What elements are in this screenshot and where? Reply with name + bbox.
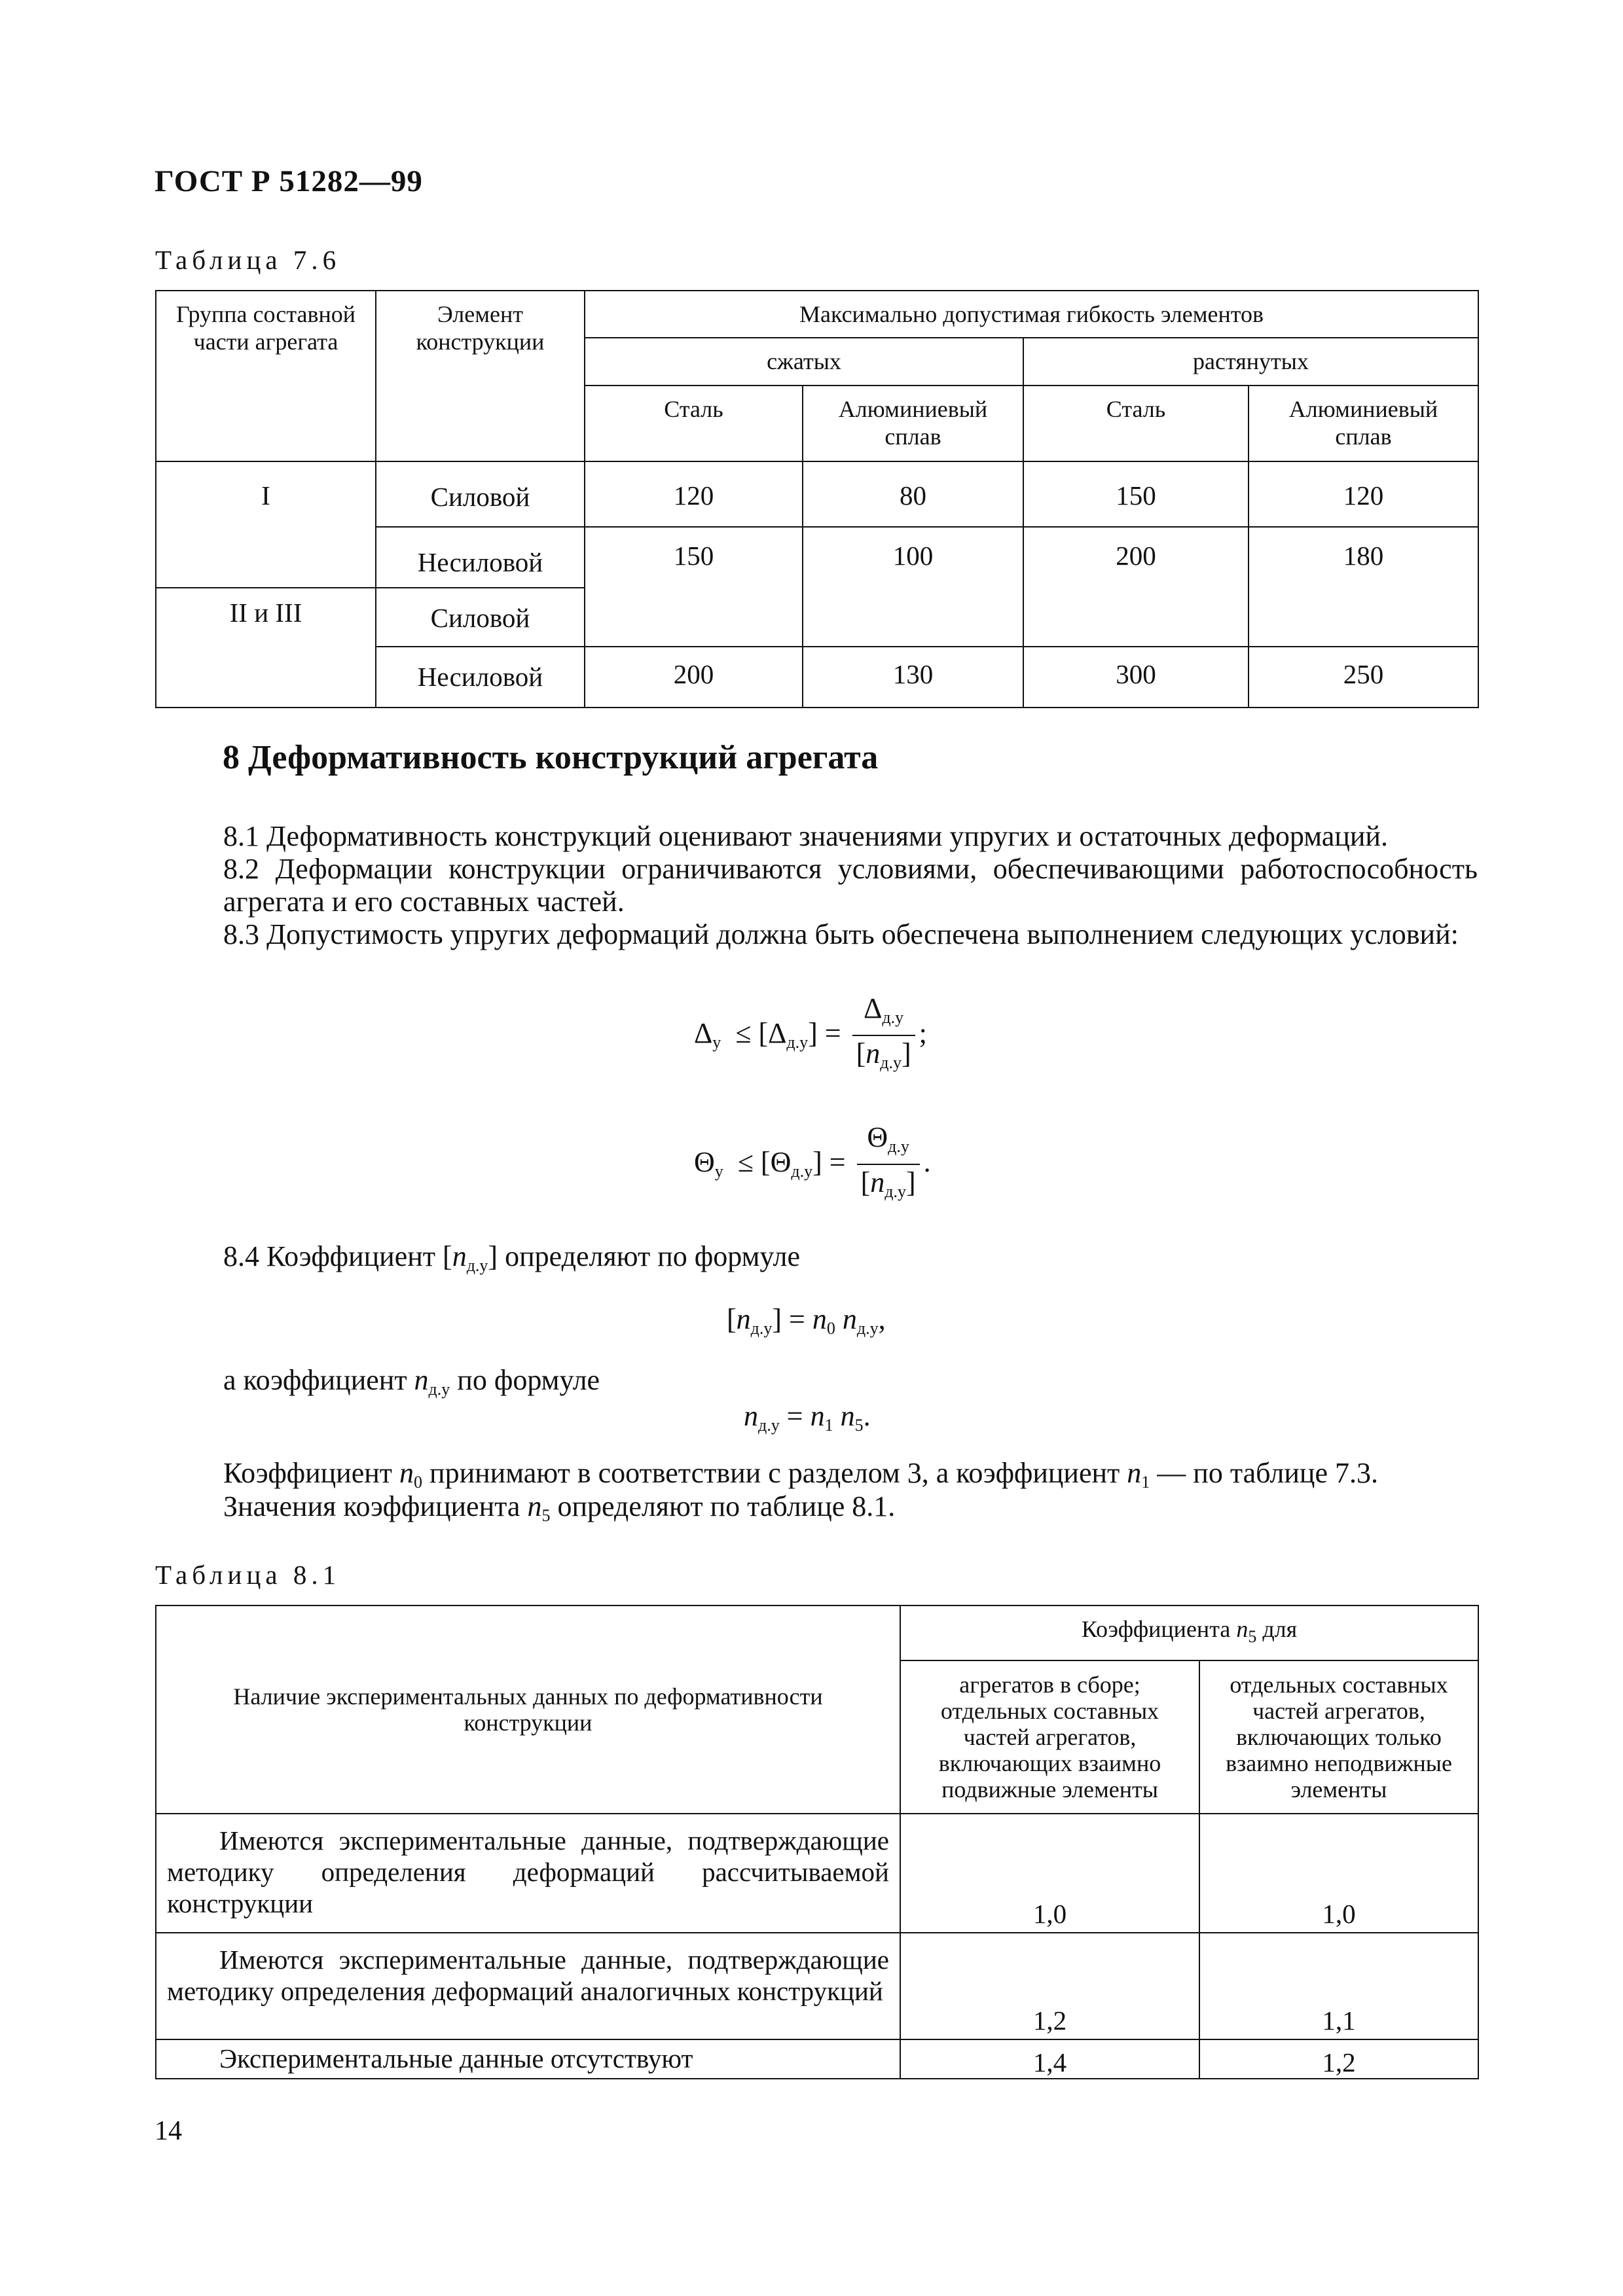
table-7-6	[155, 290, 1479, 708]
paragraph-8-3	[155, 918, 1478, 951]
header-group: Группа составной части агрегата	[156, 291, 376, 461]
formula-coef-n1n5: $n_{д.у} = n_1$ $n_5$.	[744, 1400, 871, 1435]
value-cell: 100	[803, 527, 1023, 647]
header-alloy-compressed: Алюминиевый сплав	[803, 386, 1023, 461]
value-cell: 1,2	[900, 1933, 1199, 2039]
paragraph-8-4-tail: ] определяют по формуле	[488, 1240, 800, 1272]
value-cell: 200	[1023, 527, 1249, 647]
header-coefficient-tail: для	[1262, 1616, 1298, 1642]
value-cell: 1,2	[1199, 2039, 1478, 2079]
n5-text-b: определяют по таблице 8.1.	[557, 1490, 896, 1522]
paragraph-8-4-text: 8.4 Коэффициент [	[223, 1240, 452, 1272]
header-max-flexibility: Максимально допустимая гибкость элементов	[585, 291, 1478, 338]
table-8-1-caption: Таблица 8.1	[155, 1560, 341, 1590]
row-text: Имеются экспериментальные данные, подтверждающие методику определения деформаций аналогичных конструкций	[167, 1945, 889, 2006]
header-stretched: растянутых	[1023, 338, 1478, 386]
value-cell: 300	[1023, 647, 1249, 708]
element-cell: Несиловой	[376, 527, 585, 588]
header-element: Элемент конструкции	[376, 291, 585, 461]
paragraph-8-2-text: 8.2 Деформации конструкции ограничиваются условиями, обеспечивающими работоспособность агрегата и его составных частей.	[223, 853, 1478, 918]
n0-text-c: — по таблице 7.3.	[1157, 1457, 1378, 1489]
value-cell: 120	[1249, 461, 1478, 527]
page-number: 14	[155, 2116, 182, 2146]
table-8-1	[155, 1605, 1479, 2079]
coefficient-tail: по формуле	[457, 1364, 600, 1396]
row-text: Экспериментальные данные отсутствуют	[219, 2043, 693, 2073]
n0-text-b: принимают в соответствии с разделом 3, а коэффициент	[429, 1457, 1120, 1489]
table-row-text	[156, 1814, 900, 1933]
value-cell: 150	[585, 527, 803, 647]
paragraph-8-3-text: 8.3 Допустимость упругих деформаций должна быть обеспечена выполнением следующих условий:	[223, 918, 1459, 950]
value-cell: 1,4	[900, 2039, 1199, 2079]
header-alloy-stretched: Алюминиевый сплав	[1249, 386, 1478, 461]
paragraph-8-1	[155, 820, 1478, 853]
header-fixed-elements: отдельных составных частей агрегатов, включающих только взаимно неподвижные элементы	[1199, 1660, 1478, 1814]
header-compressed: сжатых	[585, 338, 1023, 386]
paragraph-8-1-text: 8.1 Деформативность конструкций оценивают значениями упругих и остаточных деформаций.	[223, 820, 1388, 852]
row-text: Имеются экспериментальные данные, подтверждающие методику определения деформаций рассчитываемой конструкции	[167, 1825, 889, 1918]
header-presence: Наличие экспериментальных данных по деформативности конструкции	[156, 1605, 900, 1814]
value-cell: 120	[585, 461, 803, 527]
header-mobile-elements: агрегатов в сборе; отдельных составных частей агрегатов, включающих взаимно подвижные элементы	[900, 1660, 1199, 1814]
header-coefficient: Коэффициента $n_5$ для	[900, 1605, 1478, 1660]
value-cell: 80	[803, 461, 1023, 527]
header-steel-compressed: Сталь	[585, 386, 803, 461]
value-cell: 250	[1249, 647, 1478, 708]
table-7-6-caption: Таблица 7.6	[155, 245, 341, 275]
value-cell: 150	[1023, 461, 1249, 527]
value-cell: 180	[1249, 527, 1478, 647]
paragraph-n0: Коэффициент $n_0$ принимают в соответствии с разделом 3, а коэффициент $n_1$ — по таблице 7.3.	[223, 1457, 1378, 1492]
formula-delta: $\Delta_у \le [\Delta_{д.у}]$ = $\frac{\Delta_{д.у}}{[n_{д.у}]}$ ;	[694, 992, 927, 1072]
table-row-text	[156, 2039, 900, 2079]
section-title: 8 Деформативность конструкций агрегата	[223, 739, 879, 776]
coefficient-text: а коэффициент	[223, 1364, 407, 1396]
group-cell: II и III	[156, 588, 376, 708]
paragraph-coefficient: а коэффициент $n_{д.у}$ по формуле	[223, 1364, 600, 1399]
paragraph-n5: Значения коэффициента $n_5$ определяют по таблице 8.1.	[223, 1490, 896, 1525]
value-cell: 1,1	[1199, 1933, 1478, 2039]
document-code: ГОСТ Р 51282—99	[155, 164, 423, 198]
header-coefficient-text: Коэффициента	[1081, 1616, 1231, 1642]
formula-theta: $\Theta_у \le [\Theta_{д.у}]$ = $\frac{\Theta_{д.у}}{[n_{д.у}]}$ .	[694, 1121, 931, 1201]
value-cell: 130	[803, 647, 1023, 708]
group-cell: I	[156, 461, 376, 588]
element-cell: Силовой	[376, 461, 585, 527]
element-cell: Силовой	[376, 588, 585, 647]
table-row-text	[156, 1933, 900, 2039]
header-steel-stretched: Сталь	[1023, 386, 1249, 461]
paragraph-8-4: 8.4 Коэффициент $[n_{д.у}]$ определяют по формуле	[223, 1240, 800, 1275]
value-cell: 200	[585, 647, 803, 708]
value-cell: 1,0	[900, 1814, 1199, 1933]
paragraph-8-2	[155, 853, 1478, 918]
value-cell: 1,0	[1199, 1814, 1478, 1933]
element-cell: Несиловой	[376, 647, 585, 708]
formula-coef-nd: $[n_{д.у}] = n_0$ $n_{д.у}$,	[727, 1303, 886, 1338]
n5-text-a: Значения коэффициента	[223, 1490, 520, 1522]
n0-text-a: Коэффициент	[223, 1457, 393, 1489]
